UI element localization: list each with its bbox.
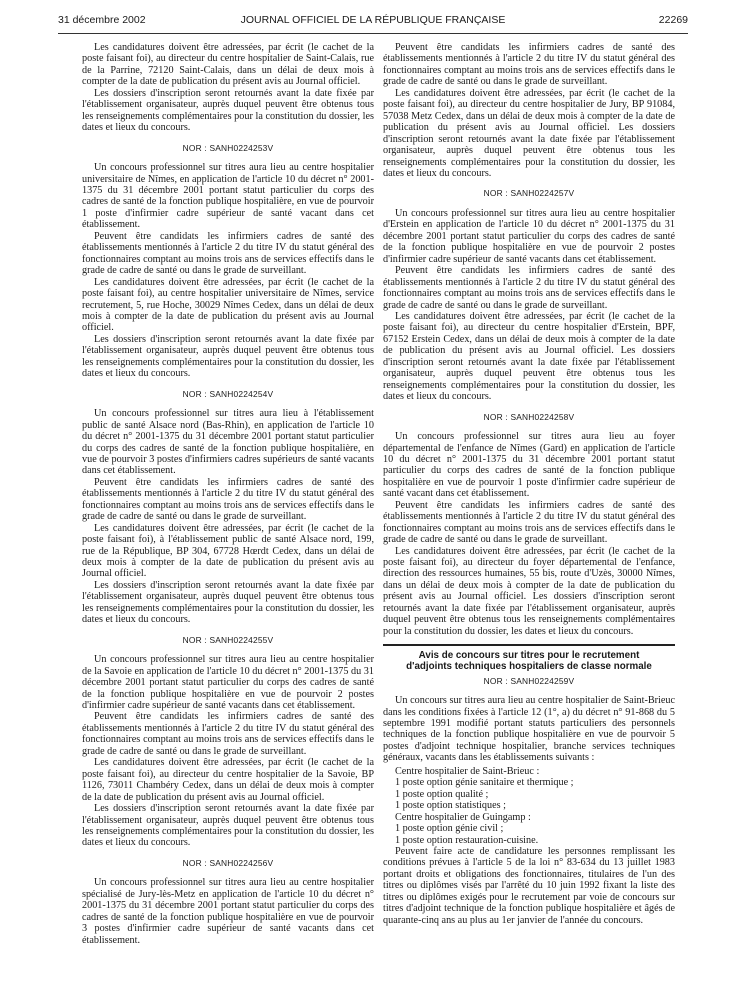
section-title-line: Avis de concours sur titres pour le recrutement: [418, 650, 640, 662]
section-rule: [383, 644, 675, 646]
nor-reference: NOR : SANH0224259V: [483, 675, 575, 686]
nor-reference: NOR : SANH0224255V: [182, 634, 274, 645]
paragraph: Peuvent être candidats les infirmiers cadres de santé des établissements mentionnés à l'article 2 du titre IV du statut général des fonctionnaires comptant au moins trois ans de services effectifs dans le grade de cadre de santé ou dans le grade de surveillant.: [383, 265, 675, 311]
nor-reference: NOR : SANH0224258V: [483, 411, 575, 422]
paragraph: Un concours professionnel sur titres aura lieu au centre hospitalier d'Erstein en application de l'article 10 du décret n° 2001-1375 du 31 décembre 2001 portant statut particulier du corps des cadres de santé de la fonction publique hospitalière en vue de pourvoir 2 postes d'infirmier cadre supérieur de santé vacants dans cet établissement.: [383, 207, 675, 265]
paragraph: Les candidatures doivent être adressées, par écrit (le cachet de la poste faisant foi), au directeur du centre hospitalier de la Savoie, BP 1126, 73011 Chambéry Cedex, dans un délai de deux mois à compter de la date de publication du présent avis au Journal officiel.: [82, 757, 374, 803]
paragraph: Les candidatures doivent être adressées, par écrit (le cachet de la poste faisant foi), à l'établissement public de santé Alsace nord, 199, rue de la République, BP 304, 67728 Hœrdt Cedex, dans un délai de deux mois à compter de la date de publication du présent avis au Journal officiel.: [82, 522, 374, 580]
list-item: Centre hospitalier de Saint-Brieuc :: [395, 765, 540, 777]
paragraph: Un concours professionnel sur titres aura lieu au centre hospitalier de la Savoie en application de l'article 10 du décret n° 2001-1375 du 31 décembre 2001 portant statut particulier du corps des cadres de santé de la fonction publique hospitalière en vue de pourvoir 2 postes d'infirmier cadre supérieur de santé vacants dans cet établissement.: [82, 654, 374, 712]
right-column: [383, 42, 675, 926]
paragraph: Un concours professionnel sur titres aura lieu au centre hospitalier spécialisé de Jury-lès-Metz en application de l'article 10 du décret n° 2001-1375 du 31 décembre 2001 portant statut particulier du corps des cadres de santé de la fonction publique hospitalière en vue de pourvoir 3 postes d'infirmier cadre supérieur de santé vacants dans cet établissement.: [82, 877, 374, 946]
list-item: 1 poste option qualité ;: [395, 788, 489, 800]
paragraph: Les dossiers d'inscription seront retournés avant la date fixée par l'établissement organisateur, auprès duquel peuvent être obtenus tous les renseignements complémentaires pour la constitution du dossier, les dates et lieux du concours.: [82, 87, 374, 134]
nor-reference: NOR : SANH0224253V: [182, 142, 274, 153]
paragraph: Peuvent être candidats les infirmiers cadres de santé des établissements mentionnés à l'article 2 du titre IV du statut général des fonctionnaires comptant au moins trois ans de services effectifs dans le grade de cadre de santé ou dans le grade de surveillant.: [383, 499, 675, 546]
paragraph: Peuvent faire acte de candidature les personnes remplissant les conditions prévues à l'article 5 de la loi n° 83-634 du 13 juillet 1983 portant droits et obligations des fonctionnaires, titulaires de l'un des titres ou diplômes visés par l'arrêté du 10 juin 1992 fixant la liste des titres ou diplômes exigés pour le recrutement par voie de concours sur titres d'adjoint technique de la fonction publique hospitalière et âgés de quarante-cinq ans au plus au 1er janvier de l'année du concours.: [383, 845, 675, 926]
paragraph: Peuvent être candidats les infirmiers cadres de santé des établissements mentionnés à l'article 2 du titre IV du statut général des fonctionnaires comptant au moins trois ans de services effectifs dans le grade de cadre de santé ou dans le grade de surveillant.: [383, 42, 675, 88]
position-list: [383, 766, 675, 846]
paragraph: Un concours professionnel sur titres aura lieu au centre hospitalier universitaire de Nîmes, en application de l'article 10 du décret n° 2001-1375 du 31 décembre 2001 portant statut particulier du corps des cadres de santé de la fonction publique hospitalière, en vue de pourvoir 1 poste d'infirmier cadre supérieur de santé vacant dans cet établissement.: [82, 162, 374, 231]
paragraph: Un concours sur titres aura lieu au centre hospitalier de Saint-Brieuc dans les conditions fixées à l'article 12 (1°, a) du décret n° 91-868 du 5 septembre 1991 modifié portant statuts particuliers des personnels techniques de la fonction publique hospitalière en vue de pourvoir 5 postes d'adjoint technique hospitalier, branche services techniques généraux, vacants dans les établissements suivants :: [383, 695, 675, 764]
paragraph: Peuvent être candidats les infirmiers cadres de santé des établissements mentionnés à l'article 2 du titre IV du statut général des fonctionnaires comptant au moins trois ans de services effectifs dans le grade de cadre de santé ou dans le grade de surveillant.: [82, 711, 374, 757]
page-number: 22269: [658, 14, 688, 26]
nor-reference: NOR : SANH0224257V: [483, 188, 575, 199]
header-rule: [58, 33, 688, 34]
left-column: [82, 42, 374, 946]
paragraph: Les candidatures doivent être adressées, par écrit (le cachet de la poste faisant foi), au directeur du centre hospitalier d'Erstein, BPF, 67152 Erstein Cedex, dans un délai de deux mois à compter de la date de publication du présent avis au Journal officiel. Les dossiers d'inscription seront retournés avant la date fixée par l'établissement organisateur, auprès duquel peuvent être obtenus tous les renseignements complémentaires pour la constitution du dossier, les dates et lieux du concours.: [383, 310, 675, 403]
list-item: 1 poste option génie civil ;: [395, 823, 504, 835]
paragraph: Les candidatures doivent être adressées, par écrit (le cachet de la poste faisant foi), au directeur du centre hospitalier de Saint-Calais, rue de la Parrine, 72120 Saint-Calais, dans un délai de deux mois à compter de la date de publication du présent avis au Journal officiel.: [82, 42, 374, 88]
list-item: 1 poste option génie sanitaire et thermique ;: [395, 777, 574, 789]
paragraph: Un concours professionnel sur titres aura lieu à l'établissement public de santé Alsace nord (Bas-Rhin), en application de l'article 10 du décret n° 2001-1375 du 31 décembre 2001 portant statut particulier du corps des cadres de santé de la fonction publique hospitalière, en vue de pourvoir 3 postes d'infirmiers cadres supérieurs de santé vacants dans cet établissement.: [82, 408, 374, 477]
section-title-line: d'adjoints techniques hospitaliers de classe normale: [406, 661, 652, 673]
paragraph: Les candidatures doivent être adressées, par écrit (le cachet de la poste faisant foi), au directeur du centre hospitalier de Jury, BP 91084, 57038 Metz Cedex, dans un délai de deux mois à compter de la date de publication du présent avis au Journal officiel. Les dossiers d'inscription seront retournés avant la date fixée par l'établissement organisateur, auprès duquel peuvent être obtenus tous les renseignements complémentaires pour la constitution du dossier, les dates et lieux du concours.: [383, 87, 675, 179]
paragraph: Les candidatures doivent être adressées, par écrit (le cachet de la poste faisant foi), au centre hospitalier universitaire de Nîmes, service recrutement, 5, rue Hoche, 30029 Nîmes Cedex, dans un délai de deux mois à compter de la date de publication du présent avis au Journal officiel.: [82, 276, 374, 334]
paragraph: Les dossiers d'inscription seront retournés avant la date fixée par l'établissement organisateur, auprès duquel peuvent être obtenus tous les renseignements complémentaires pour la constitution du dossier, les dates et lieux du concours.: [82, 803, 374, 849]
page-header: [58, 14, 688, 30]
issue-date: 31 décembre 2002: [58, 14, 146, 26]
list-item: 1 poste option statistiques ;: [395, 800, 506, 812]
paragraph: Un concours professionnel sur titres aura lieu au foyer départemental de l'enfance de Nîmes (Gard) en application de l'article 10 du décret n° 2001-1375 du 31 décembre 2001 portant statut particulier du corps des cadres de santé de la fonction publique hospitalière en vue de pourvoir 1 poste d'infirmier cadre supérieur de santé vacant dans cet établissement.: [383, 431, 675, 500]
list-item: Centre hospitalier de Guingamp :: [395, 811, 531, 823]
section-title: [383, 650, 675, 672]
paragraph: Les candidatures doivent être adressées, par écrit (le cachet de la poste faisant foi), au directeur du foyer départemental de l'enfance, direction des ressources humaines, 55 bis, route d'Uzès, 30000 Nîmes, dans un délai de deux mois à compter de la date de publication du présent avis au Journal officiel. Les dossiers d'inscription seront retournés avant la date fixée par l'établissement organisateur, auprès duquel peuvent être obtenus tous les renseignements complémentaires pour la constitution du dossier, les dates et lieux du concours.: [383, 545, 675, 637]
paragraph: Les dossiers d'inscription seront retournés avant la date fixée par l'établissement organisateur, auprès duquel peuvent être obtenus tous les renseignements complémentaires pour la constitution du dossier, les dates et lieux du concours.: [82, 579, 374, 626]
list-item: 1 poste option restauration-cuisine.: [395, 834, 539, 846]
paragraph: Peuvent être candidats les infirmiers cadres de santé des établissements mentionnés à l'article 2 du titre IV du statut général des fonctionnaires comptant au moins trois ans de services effectifs dans le grade de cadre de santé ou dans le grade de surveillant.: [82, 476, 374, 523]
nor-reference: NOR : SANH0224254V: [182, 388, 274, 399]
journal-title: JOURNAL OFFICIEL DE LA RÉPUBLIQUE FRANÇAISE: [240, 14, 506, 26]
nor-reference: NOR : SANH0224256V: [182, 857, 274, 868]
paragraph: Peuvent être candidats les infirmiers cadres de santé des établissements mentionnés à l'article 2 du titre IV du statut général des fonctionnaires comptant au moins trois ans de services effectifs dans le grade de cadre de santé ou dans le grade de surveillant.: [82, 230, 374, 277]
paragraph: Les dossiers d'inscription seront retournés avant la date fixée par l'établissement organisateur, auprès duquel peuvent être obtenus tous les renseignements complémentaires pour la constitution du dossier, les dates et lieux du concours.: [82, 333, 374, 380]
